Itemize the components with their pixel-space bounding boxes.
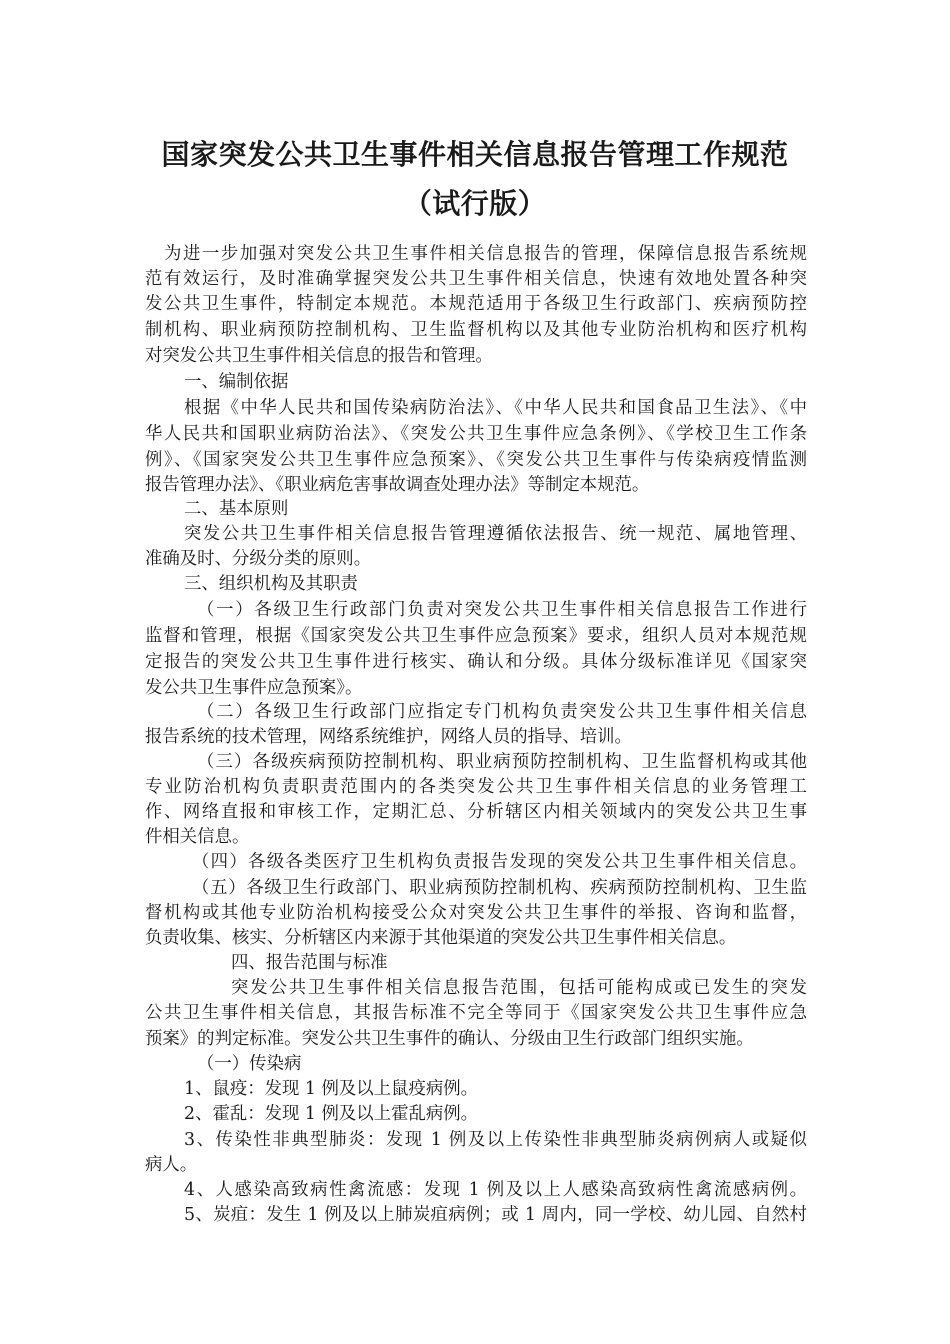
paragraph-line: 定报告的突发公共卫生事件进行核实、确认和分级。具体分级标准详见《国家突 xyxy=(145,652,807,672)
list-item: 4、人感染高致病性禽流感：发现 1 例及以上人感染高致病性禽流感病例。 xyxy=(184,1180,807,1200)
paragraph-line: 件相关信息。 xyxy=(145,827,250,847)
paragraph-line: 对突发公共卫生事件相关信息的报告和管理。 xyxy=(145,346,493,366)
paragraph-line: 制机构、职业病预防控制机构、卫生监督机构以及其他专业防治机构和医疗机构 xyxy=(145,320,807,340)
paragraph-line: 监督和管理，根据《国家突发公共卫生事件应急预案》要求，组织人员对本规范规 xyxy=(145,626,807,646)
paragraph-line: 根据《中华人民共和国传染病防治法》、《中华人民共和国食品卫生法》、《中 xyxy=(184,398,807,418)
paragraph-line: 例》、《国家突发公共卫生事件应急预案》、《突发公共卫生事件与传染病疫情监测 xyxy=(145,450,807,470)
paragraph-line: 督机构或其他专业防治机构接受公众对突发公共卫生事件的举报、咨询和监督， xyxy=(145,903,807,923)
paragraph-line: （四）各级各类医疗卫生机构负责报告发现的突发公共卫生事件相关信息。 xyxy=(192,852,807,872)
document-title: 国家突发公共卫生事件相关信息报告管理工作规范 xyxy=(161,138,789,171)
list-item: 2、霍乱：发现 1 例及以上霍乱病例。 xyxy=(184,1104,479,1124)
paragraph-line: （五）各级卫生行政部门、职业病预防控制机构、疾病预防控制机构、卫生监 xyxy=(192,878,807,898)
paragraph-line: 公共卫生事件相关信息，其报告标准不完全等同于《国家突发公共卫生事件应急 xyxy=(145,1003,807,1023)
paragraph-line: 发公共卫生事件应急预案》。 xyxy=(145,678,363,698)
paragraph-line: 突发公共卫生事件相关信息报告范围，包括可能构成或已发生的突发 xyxy=(231,978,807,998)
section-heading: 二、基本原则 xyxy=(184,499,289,519)
document-subtitle: （试行版） xyxy=(403,187,547,220)
paragraph-line: 报告管理办法》、《职业病危害事故调查处理办法》等制定本规范。 xyxy=(145,475,650,495)
paragraph-line: 专业防治机构负责职责范围内的各类突发公共卫生事件相关信息的业务管理工 xyxy=(145,777,807,797)
list-item: 3、传染性非典型肺炎：发现 1 例及以上传染性非典型肺炎病例病人或疑似 xyxy=(184,1130,807,1150)
paragraph-line: 发公共卫生事件，特制定本规范。本规范适用于各级卫生行政部门、疾病预防控 xyxy=(145,294,807,314)
paragraph-line: 报告系统的技术管理，网络系统维护，网络人员的指导、培训。 xyxy=(145,727,632,747)
paragraph-line: 突发公共卫生事件相关信息报告管理遵循依法报告、统一规范、属地管理、 xyxy=(184,524,807,544)
subsection-heading: （一）传染病 xyxy=(197,1054,302,1074)
paragraph-line: 华人民共和国职业病防治法》、《突发公共卫生事件应急条例》、《学校卫生工作条 xyxy=(145,424,807,444)
paragraph-line: 准确及时、分级分类的原则。 xyxy=(145,549,372,569)
paragraph-line: （一）各级卫生行政部门负责对突发公共卫生事件相关信息报告工作进行 xyxy=(197,600,807,620)
section-heading: 三、组织机构及其职责 xyxy=(184,574,358,594)
section-heading: 一、编制依据 xyxy=(184,372,289,392)
list-item: 病人。 xyxy=(145,1155,198,1175)
list-item: 1、鼠疫：发现 1 例及以上鼠疫病例。 xyxy=(184,1079,479,1099)
list-item: 5、炭疽：发生 1 例及以上肺炭疽病例；或 1 周内，同一学校、幼儿园、自然村 xyxy=(184,1205,807,1225)
paragraph-line: 负责收集、核实、分析辖区内来源于其他渠道的突发公共卫生事件相关信息。 xyxy=(145,928,737,948)
section-heading: 四、报告范围与标准 xyxy=(231,953,388,973)
paragraph-line: 预案》的判定标准。突发公共卫生事件的确认、分级由卫生行政部门组织实施。 xyxy=(145,1029,754,1049)
paragraph-line: 作、网络直报和审核工作，定期汇总、分析辖区内相关领域内的突发公共卫生事 xyxy=(145,802,807,822)
paragraph-line: （三）各级疾病预防控制机构、职业病预防控制机构、卫生监督机构或其他 xyxy=(197,752,807,772)
paragraph-line: （二）各级卫生行政部门应指定专门机构负责突发公共卫生事件相关信息 xyxy=(197,702,807,722)
paragraph-line: 范有效运行，及时准确掌握突发公共卫生事件相关信息，快速有效地处置各种突 xyxy=(145,269,807,289)
paragraph-line: 为进一步加强对突发公共卫生事件相关信息报告的管理，保障信息报告系统规 xyxy=(164,244,807,264)
